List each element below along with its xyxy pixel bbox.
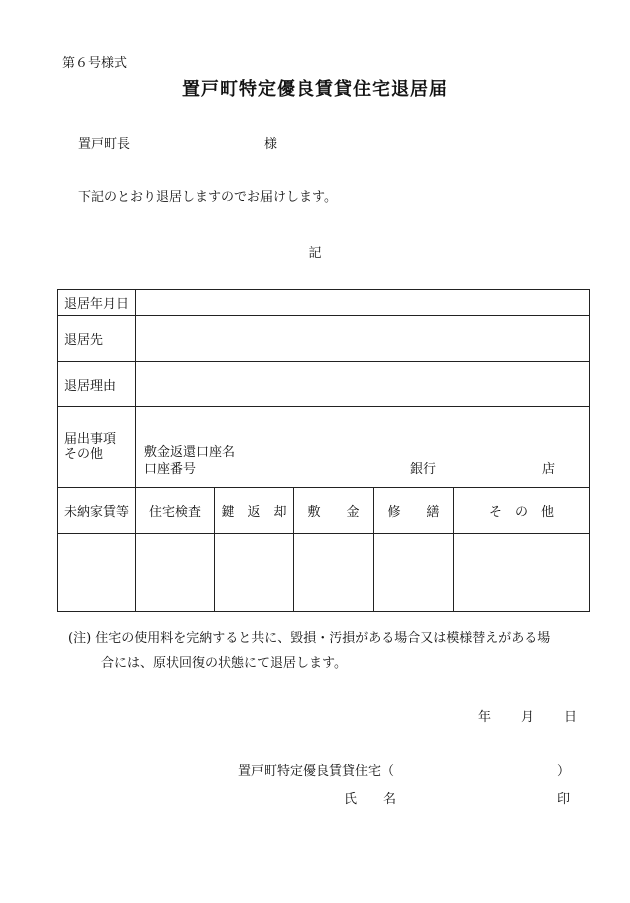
deposit-header: 敷 金 xyxy=(294,488,374,534)
move-out-date-field[interactable] xyxy=(136,290,590,316)
month-label: 月 xyxy=(521,710,535,725)
housing-close-paren: ） xyxy=(557,764,571,779)
note-line-2: 合には、原状回復の状態にて退居します。 xyxy=(101,656,347,671)
unpaid-label: 未納家賃等 xyxy=(58,488,136,534)
note-line-1: (注) 住宅の使用料を完納すると共に、毀損・汚損がある場合又は模様替えがある場 xyxy=(68,631,551,646)
form-number: 第６号様式 xyxy=(62,56,128,71)
destination-label: 退居先 xyxy=(58,316,136,362)
housing-label: 置戸町特定優良賃貸住宅（ xyxy=(238,764,395,779)
reason-label: 退居理由 xyxy=(58,362,136,407)
repair-field[interactable] xyxy=(374,534,454,612)
move-out-form-table xyxy=(57,289,590,612)
ki-heading: 記 xyxy=(308,246,322,261)
notes-label-line1: 届出事項 xyxy=(64,432,117,447)
account-field[interactable] xyxy=(136,407,590,488)
move-out-date-label: 退居年月日 xyxy=(58,290,136,316)
year-label: 年 xyxy=(478,710,492,725)
destination-field[interactable] xyxy=(136,316,590,362)
unpaid-blank-cell xyxy=(58,534,136,612)
page-title: 置戸町特定優良賃貸住宅退居届 xyxy=(182,79,448,100)
date-line xyxy=(478,706,577,725)
branch-label: 店 xyxy=(542,462,556,477)
seal-mark: 印 xyxy=(557,792,571,807)
account-number-label: 口座番号 xyxy=(144,462,197,477)
notes-label xyxy=(58,407,136,488)
addressee-name: 置戸町長 xyxy=(78,137,131,152)
addressee-honorific: 様 xyxy=(264,137,278,152)
repair-header: 修 繕 xyxy=(374,488,454,534)
other-field[interactable] xyxy=(454,534,590,612)
key-return-header: 鍵 返 却 xyxy=(215,488,294,534)
housing-inspection-field[interactable] xyxy=(136,534,215,612)
day-label: 日 xyxy=(564,710,578,725)
deposit-account-label: 敷金返還口座名 xyxy=(144,445,236,460)
reason-field[interactable] xyxy=(136,362,590,407)
bank-label: 銀行 xyxy=(410,462,437,477)
key-return-field[interactable] xyxy=(215,534,294,612)
name-label: 氏 名 xyxy=(344,792,397,807)
intro-text: 下記のとおり退居しますのでお届けします。 xyxy=(78,190,337,205)
deposit-field[interactable] xyxy=(294,534,374,612)
other-header: そ の 他 xyxy=(454,488,590,534)
notes-label-line2: その他 xyxy=(64,447,104,462)
housing-inspection-header: 住宅検査 xyxy=(136,488,215,534)
